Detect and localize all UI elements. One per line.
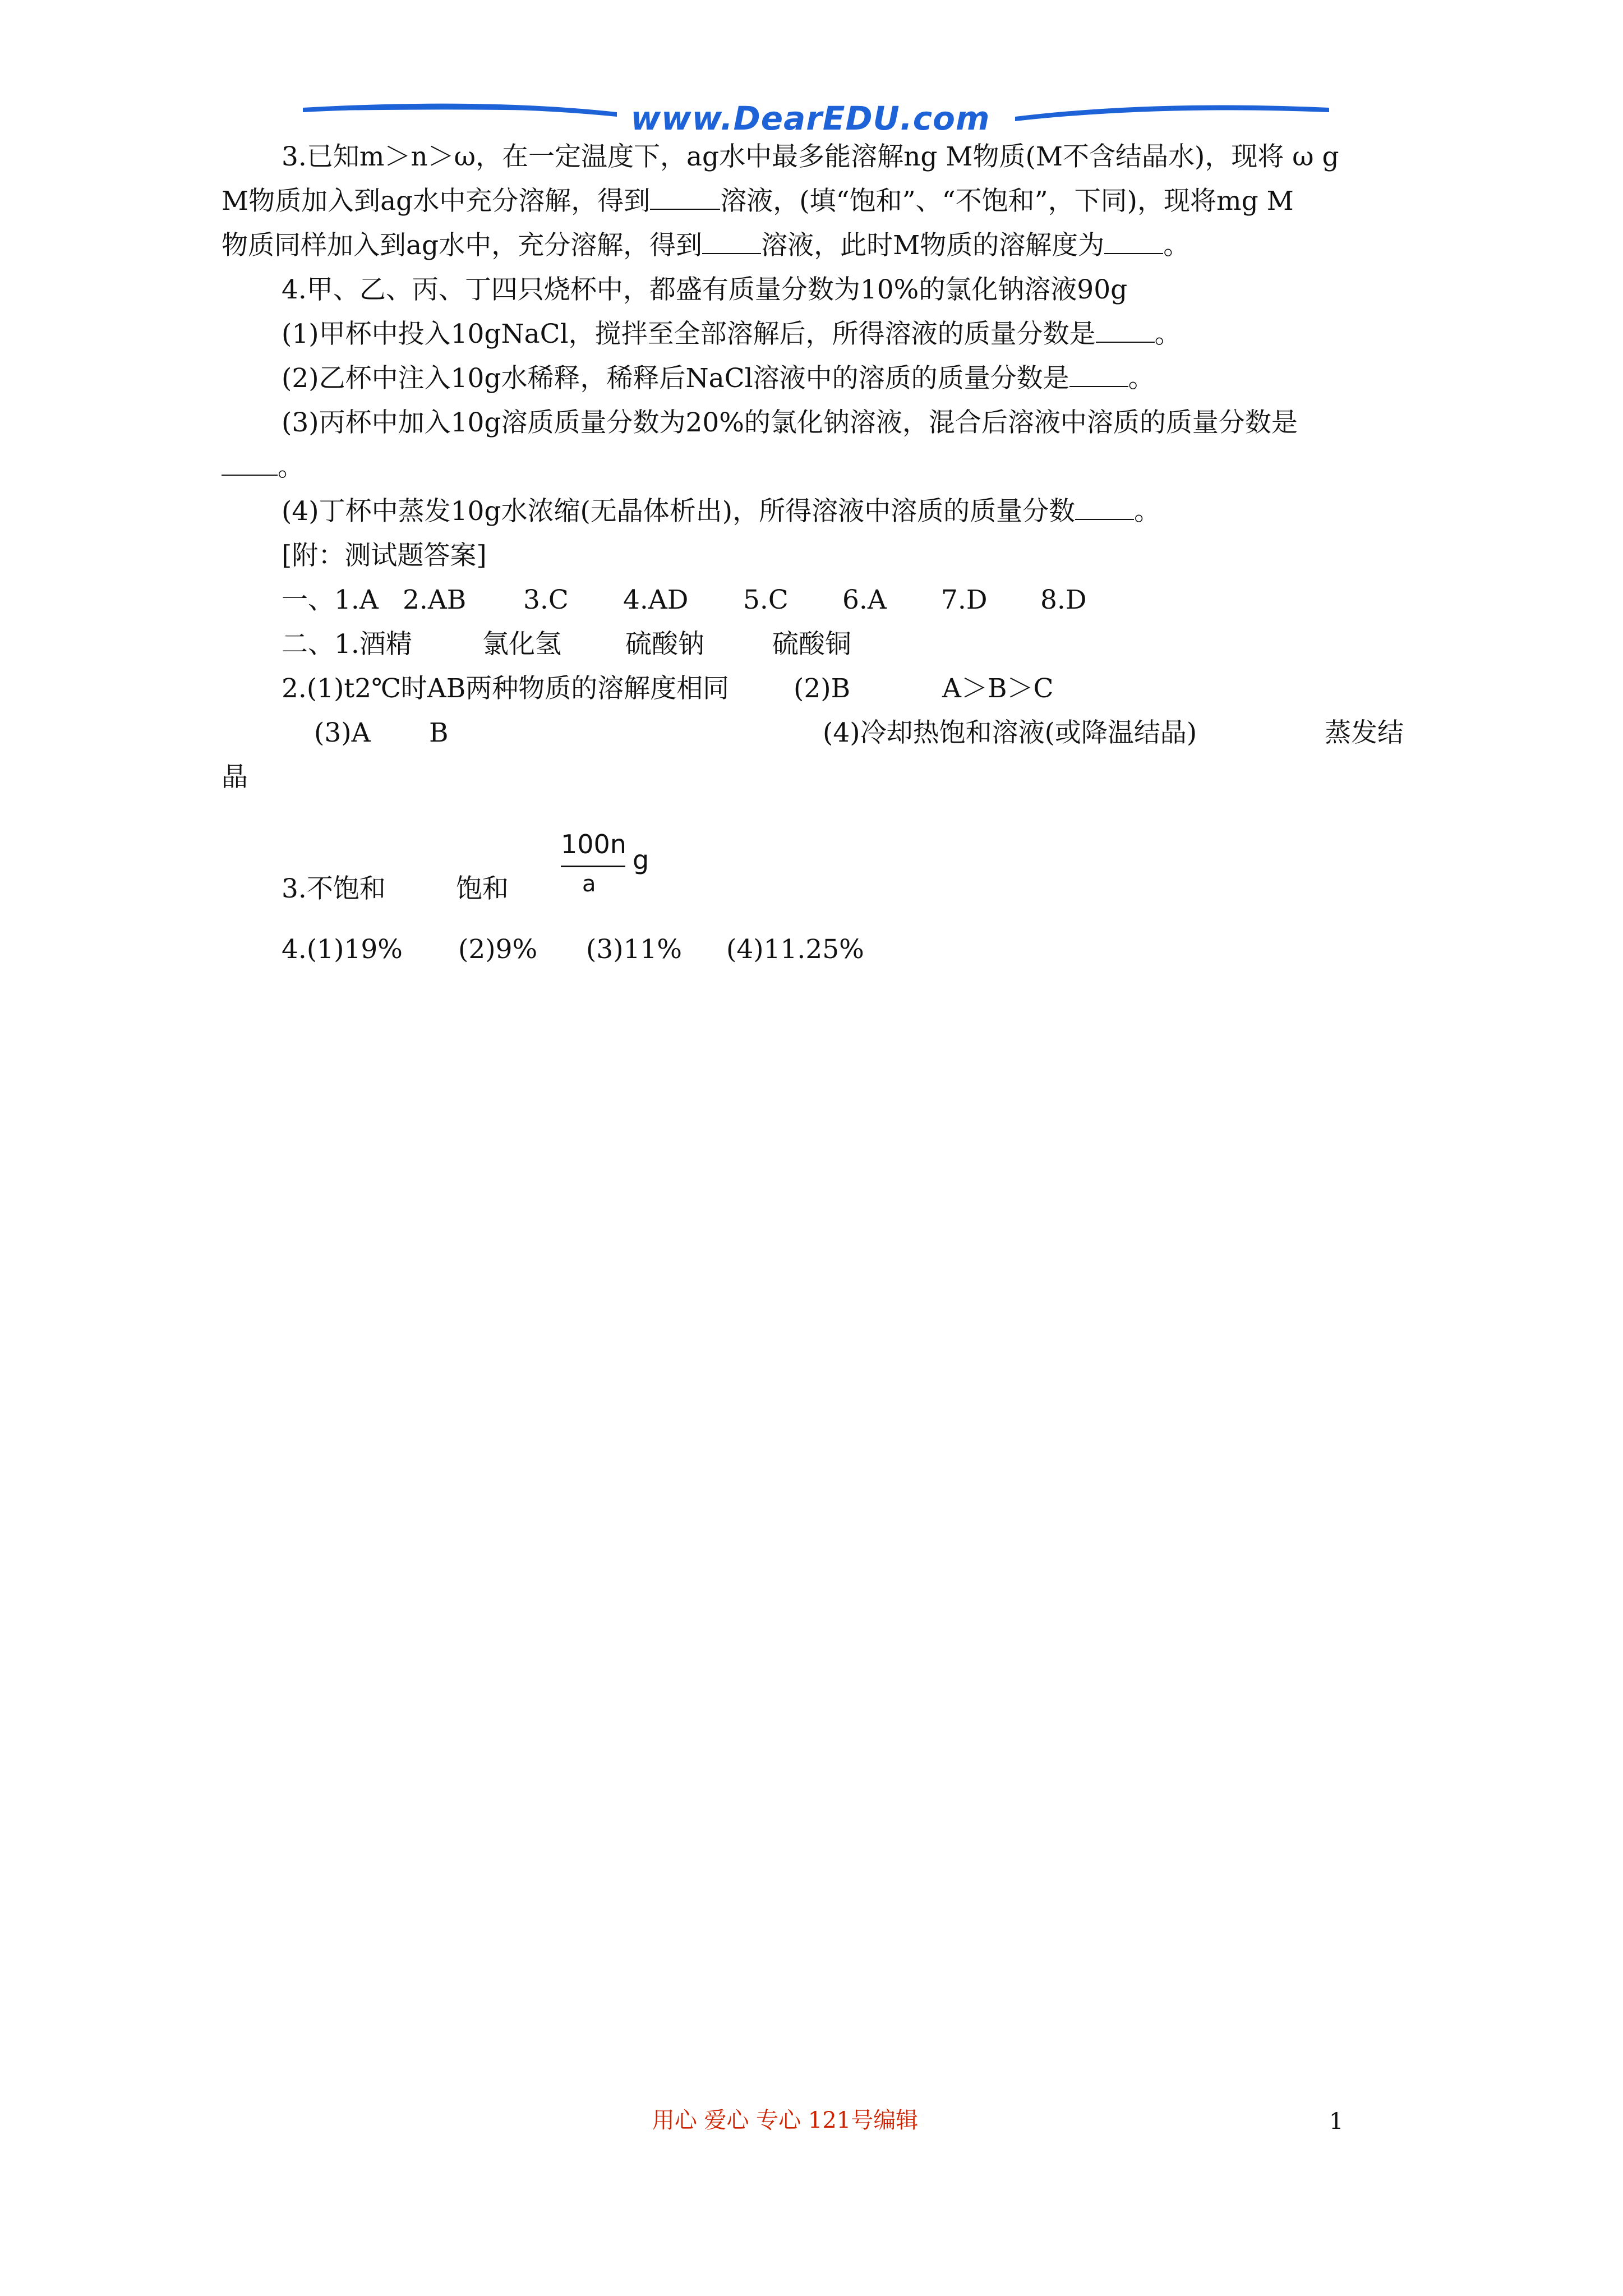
answer-item: 5.C: [743, 585, 789, 615]
answer-blank: [702, 250, 761, 254]
answer-blank: [222, 471, 278, 476]
answer-item: 3.C: [523, 585, 569, 615]
q3-line-2: M物质加入到ag水中充分溶解，得到 溶液，(填“饱和”、“不饱和”，下同)，现将mg M: [222, 186, 1294, 217]
q4-sub-3-cont: 。: [222, 445, 1413, 489]
fraction-denominator: a: [582, 871, 596, 897]
answer-item: 6.A: [842, 585, 887, 615]
answer-item: 8.D: [1040, 585, 1087, 615]
answer-item: (2)B: [794, 673, 851, 704]
document-body: [222, 135, 1413, 972]
answers-part-1: [222, 578, 1413, 622]
answer-item: 4.(1)19%: [282, 934, 403, 965]
answer-item: (2)9%: [458, 934, 538, 965]
answer-item: 二、1.酒精: [282, 629, 412, 660]
q4-sub-1: (1)甲杯中投入10gNaCl，搅拌至全部溶解后，所得溶液的质量分数是 。: [282, 319, 1181, 349]
answer-item: 一、1.A: [282, 585, 379, 615]
answer-blank: [650, 205, 720, 210]
answer-blank: [1104, 250, 1163, 254]
answer-item: 硫酸铜: [772, 629, 851, 660]
answers-q2-line-2: [222, 711, 1413, 755]
answers-q4: [222, 927, 1413, 972]
answer-item: 2.(1)t2℃时AB两种物质的溶解度相同: [282, 673, 730, 704]
answer-item: 3.不饱和: [282, 873, 386, 904]
q3-line-3: 物质同样加入到ag水中，充分溶解，得到 溶液，此时M物质的溶解度为 。: [222, 230, 1190, 261]
answer-item: 2.AB: [403, 585, 467, 615]
answer-item: B: [429, 717, 449, 748]
answer-item: (4)11.25%: [726, 934, 864, 965]
answer-item: 晶: [222, 762, 248, 793]
footer-slogan: 用心 爱心 专心 121号编辑: [652, 2108, 919, 2133]
answer-item: (3)11%: [586, 934, 683, 965]
page-number: 1: [1329, 2109, 1344, 2134]
answer-blank: [1069, 383, 1128, 387]
answers-q2-line-3: [222, 755, 1413, 799]
answers-q3: [222, 799, 1413, 917]
answer-item: 硫酸钠: [625, 629, 704, 660]
q3-line-1: 3.已知m＞n＞ω，在一定温度下，ag水中最多能溶解ng M物质(M不含结晶水)，现将 ω g: [282, 141, 1339, 172]
q4-sub-3: (3)丙杯中加入10g溶质质量分数为20%的氯化钠溶液，混合后溶液中溶质的质量分数是: [282, 407, 1298, 438]
fraction-bar: [561, 866, 625, 867]
fraction-unit: g: [633, 845, 649, 875]
q4-sub-4: (4)丁杯中蒸发10g水浓缩(无晶体析出)，所得溶液中溶质的质量分数 。: [282, 496, 1161, 527]
dearedu-logo-text: www.DearEDU.com: [630, 99, 990, 137]
answer-item: 蒸发结: [1325, 717, 1404, 748]
q4-sub-2: (2)乙杯中注入10g水稀释，稀释后NaCl溶液中的溶质的质量分数是 。: [282, 363, 1155, 394]
answers-part-2: [222, 622, 1413, 666]
answer-item: 4.AD: [623, 585, 689, 615]
answer-item: (4)冷却热饱和溶液(或降温结晶): [823, 717, 1197, 748]
answer-blank: [1096, 338, 1155, 343]
answer-item: 7.D: [941, 585, 988, 615]
answer-item: 氯化氢: [482, 629, 561, 660]
answers-q2-line-1: [222, 666, 1413, 711]
answers-heading: [附：测试题答案]: [282, 540, 487, 571]
fraction-numerator: 100n: [561, 829, 626, 859]
answer-item: 饱和: [456, 873, 509, 904]
answer-item: A＞B＞C: [942, 673, 1054, 704]
answer-blank: [1075, 516, 1134, 520]
q4-intro: 4.甲、乙、丙、丁四只烧杯中，都盛有质量分数为10%的氯化钠溶液90g: [282, 274, 1128, 305]
answer-item: (3)A: [314, 717, 371, 748]
